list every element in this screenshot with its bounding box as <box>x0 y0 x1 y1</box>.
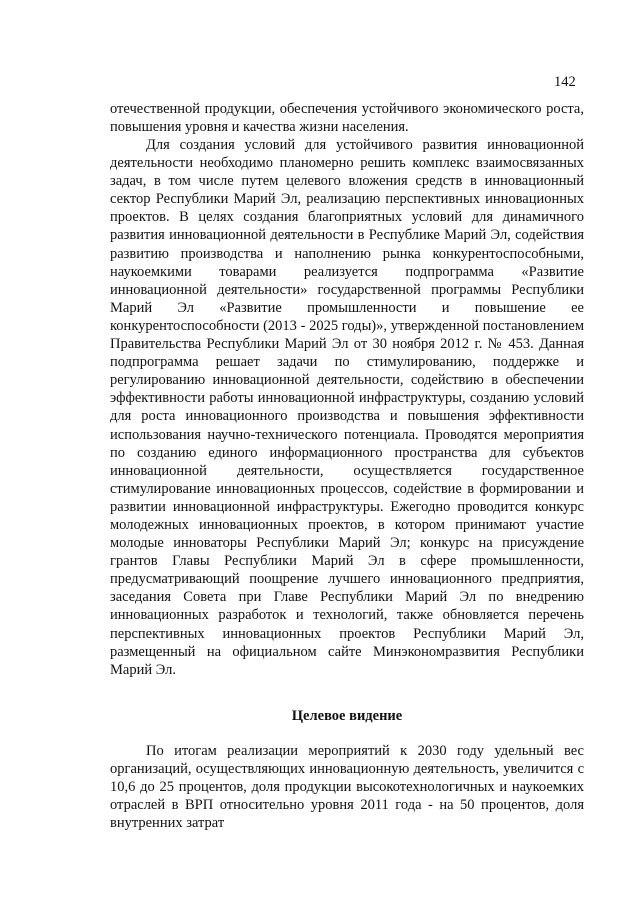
page-number: 142 <box>554 74 576 90</box>
paragraph-results-2030: По итогам реализации мероприятий к 2030 году удельный вес организаций, осуществляющих инновационную деятельность, увеличится с 10,6 до 25 процентов, доля продукции высокотехнологичных и наукоемких отраслей в ВРП относительно уровня 2011 года - на 50 процентов, доля внутренних затрат <box>110 743 584 832</box>
paragraph-innovation-conditions: Для создания условий для устойчивого развития инновационной деятельности необходимо планомерно решить комплекс взаимосвязанных задач, в том числе путем целевого вложения средств в инновационный сектор Республики Марий Эл, реализацию перспективных инновационных проектов. В целях создания благоприятных условий для динамичного развития инновационной деятельности в Республике Марий Эл, содействия развитию производства и наполнению рынка конкурентоспособными, наукоемкими товарами реализуется подпрограмма «Развитие инновационной деятельности» государственной программы Республики Марий Эл «Развитие промышленности и повышение ее конкурентоспособности (2013 - 2025 годы)», утвержденной постановлением Правительства Республики Марий Эл от 30 ноября 2012 г. № 453. Данная подпрограмма решает задачи по стимулированию, поддержке и регулированию инновационной деятельности, содействию в обеспечении эффективности работы инновационной инфраструктуры, созданию условий для роста инновационного производства и повышения эффективности использования научно-технического потенциала. Проводятся мероприятия по созданию единого информационного пространства для субъектов инновационной деятельности, осуществляется государственное стимулирование инновационных процессов, содействие в формировании и развитии инновационной инфраструктуры. Ежегодно проводится конкурс молодежных инновационных проектов, в котором принимают участие молодые инноваторы Республики Марий Эл; конкурс на присуждение грантов Главы Республики Марий Эл в сфере промышленности, предусматривающий поощрение лучшего инновационного предприятия, заседания Совета при Главе Республики Марий Эл по внедрению инновационных разработок и технологий, также обновляется перечень перспективных инновационных проектов Республики Марий Эл, размещенный на официальном сайте Минэкономразвития Республики Марий Эл. <box>110 137 584 678</box>
section-heading: Целевое видение <box>291 708 403 724</box>
paragraph-continuation: отечественной продукции, обеспечения устойчивого экономического роста, повышения уровня и качества жизни населения. <box>110 101 584 136</box>
